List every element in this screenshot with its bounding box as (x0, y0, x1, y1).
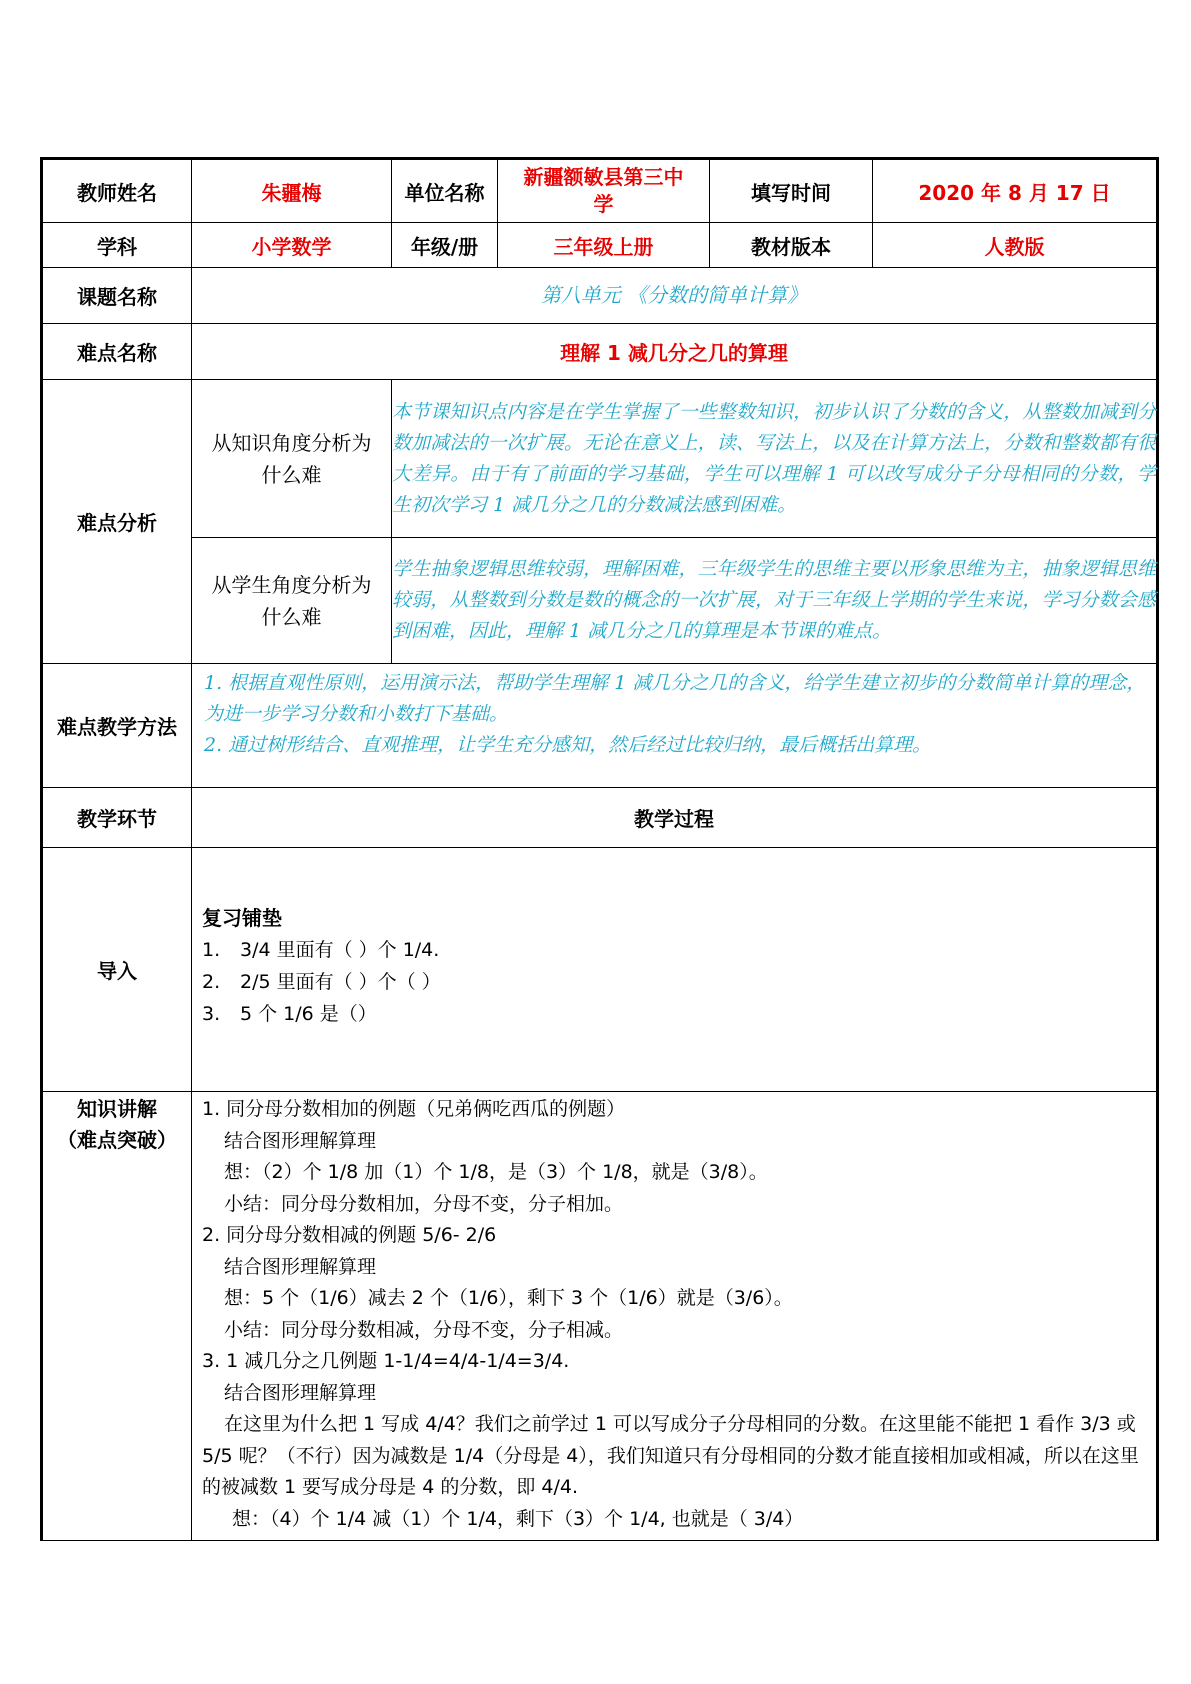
edition-value: 人教版 (873, 223, 1158, 268)
knowledge-line: 结合图形理解算理 (224, 1381, 377, 1404)
unit-name-label: 单位名称 (392, 159, 498, 223)
edition-label: 教材版本 (710, 223, 873, 268)
knowledge-cell (192, 1092, 1158, 1541)
review-item: 1. 3/4 里面有（ ）个 1/4. (202, 939, 440, 961)
knowledge-paragraph: 在这里为什么把 1 写成 4/4？我们之前学过 1 可以写成分子分母相同的分数。在这里能不能把 1 看作 3/3 或 5/5 呢？（不行）因为减数是 1/4（分母是 4），我们知道只有分母相同的分数才能直接相加或相减，所以在这里的被减数 1 要写成分母是 4 的分数，即 4/4. (202, 1413, 1139, 1498)
grade-label: 年级/册 (392, 223, 498, 268)
knowledge-label-line-2: （难点突破） (57, 1128, 177, 1152)
knowledge-label (42, 1092, 192, 1541)
topic-label: 课题名称 (42, 268, 192, 324)
review-item: 2. 2/5 里面有（ ）个（ ） (202, 971, 441, 993)
review-heading: 复习铺垫 (202, 906, 282, 930)
knowledge-angle-text: 本节课知识点内容是在学生掌握了一些整数知识，初步认识了分数的含义，从整数加减到分数加减法的一次扩展。无论在意义上，读、写法上，以及在计算方法上，分数和整数都有很大差异。由于有了前面的学习基础，学生可以理解 1 可以改写成分子分母相同的分数，学生初次学习 1 减几分之几的分数减法感到困难。 (392, 380, 1158, 538)
review-item: 3. 5 个 1/6 是（） (202, 1003, 377, 1025)
knowledge-line: 结合图形理解算理 (224, 1129, 377, 1152)
knowledge-line: 结合图形理解算理 (224, 1255, 377, 1278)
knowledge-line: 想：5 个（1/6）减去 2 个（1/6），剩下 3 个（1/6）就是（3/6）。 (224, 1287, 793, 1309)
knowledge-line: 想：（2）个 1/8 加（1）个 1/8，是（3）个 1/8，就是（3/8）。 (224, 1161, 768, 1183)
unit-name-value: 新疆额敏县第三中学 (498, 159, 710, 223)
analysis-label: 难点分析 (42, 380, 192, 664)
grade-value: 三年级上册 (498, 223, 710, 268)
knowledge-line: 想：（4）个 1/4 减（1）个 1/4，剩下（3）个 1/4, 也就是（ 3/4） (232, 1507, 804, 1530)
knowledge-content (192, 1094, 1156, 1535)
fill-date-value: 2020 年 8 月 17 日 (873, 159, 1158, 223)
teacher-name-value: 朱疆梅 (192, 159, 392, 223)
student-angle-text: 学生抽象逻辑思维较弱，理解困难，三年级学生的思维主要以形象思维为主，抽象逻辑思维较弱，从整数到分数是数的概念的一次扩展，对于三年级上学期的学生来说，学习分数会感到困难，因此，理解 1 减几分之几的算理是本节课的难点。 (392, 538, 1158, 664)
knowledge-line: 3. 1 减几分之几例题 1-1/4=4/4-1/4=3/4. (202, 1350, 570, 1372)
intro-label: 导入 (42, 848, 192, 1092)
student-angle-label: 从学生角度分析为什么难 (192, 538, 392, 664)
lesson-plan-table (40, 157, 1159, 1541)
knowledge-line: 1. 同分母分数相加的例题（兄弟俩吃西瓜的例题） (202, 1098, 626, 1120)
fill-date-label: 填写时间 (710, 159, 873, 223)
topic-value: 第八单元 《分数的简单计算》 (192, 268, 1158, 324)
process-label: 教学过程 (192, 788, 1158, 848)
knowledge-line: 2. 同分母分数相减的例题 5/6- 2/6 (202, 1224, 497, 1246)
teacher-name-label: 教师姓名 (42, 159, 192, 223)
method-cell (192, 664, 1158, 788)
method-line-1: 1. 根据直观性原则，运用演示法，帮助学生理解 1 减几分之几的含义，给学生建立初步的分数简单计算的理念，为进一步学习分数和小数打下基础。 (204, 672, 1146, 725)
knowledge-line: 小结：同分母分数相减，分母不变，分子相减。 (224, 1318, 624, 1341)
knowledge-label-line-1: 知识讲解 (77, 1097, 157, 1121)
difficulty-label: 难点名称 (42, 324, 192, 380)
method-label: 难点教学方法 (42, 664, 192, 788)
subject-value: 小学数学 (192, 223, 392, 268)
knowledge-line: 小结：同分母分数相加，分母不变，分子相加。 (224, 1192, 624, 1215)
subject-label: 学科 (42, 223, 192, 268)
method-line-2: 2. 通过树形结合、直观推理，让学生充分感知，然后经过比较归纳，最后概括出算理。 (204, 734, 932, 756)
knowledge-angle-label: 从知识角度分析为什么难 (192, 380, 392, 538)
difficulty-value: 理解 1 减几分之几的算理 (192, 324, 1158, 380)
intro-cell (192, 848, 1158, 1092)
process-stage-label: 教学环节 (42, 788, 192, 848)
